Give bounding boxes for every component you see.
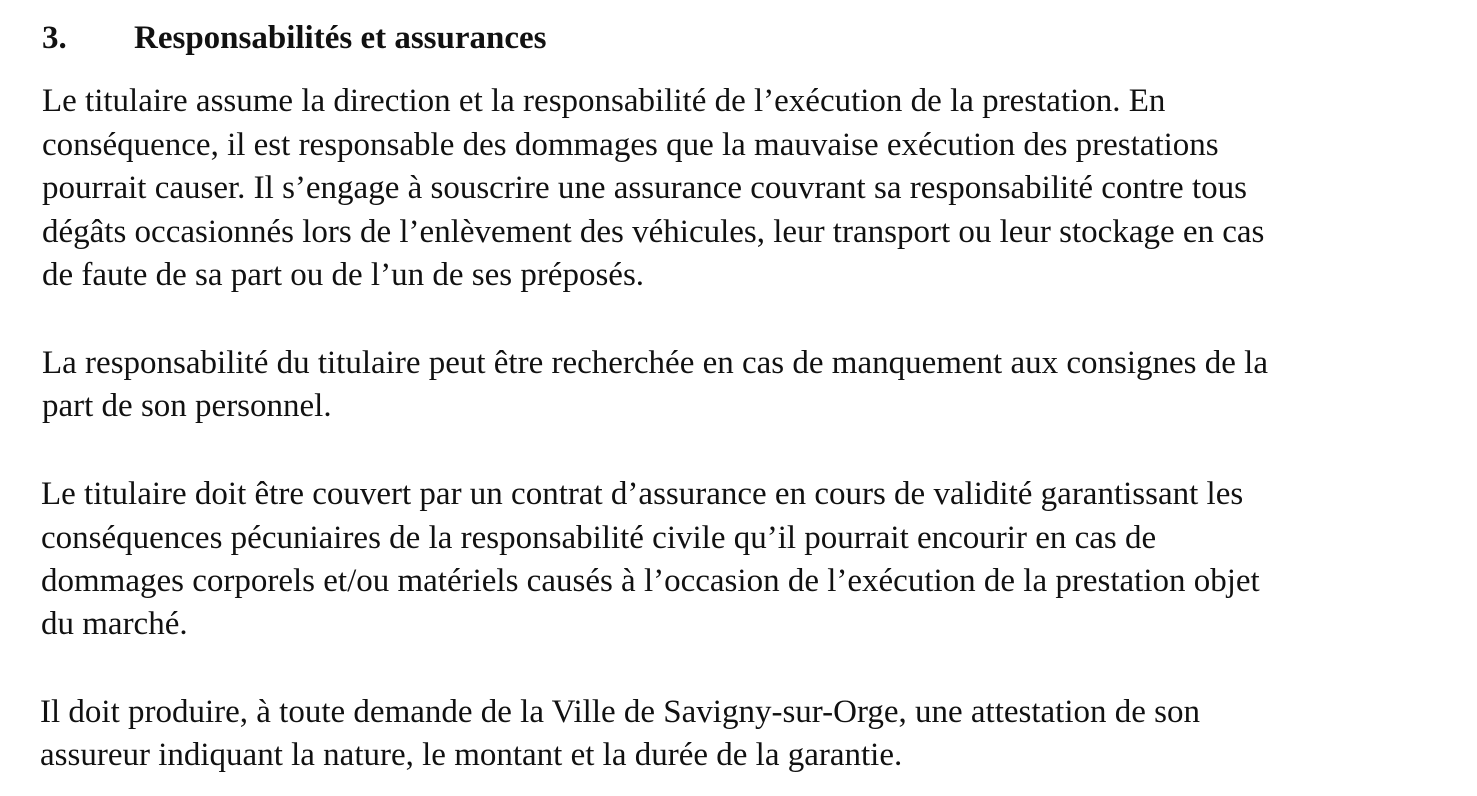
paragraph-line: dégâts occasionnés lors de l’enlèvement des véhicules, leur transport ou leur stockage en cas: [42, 214, 1265, 250]
paragraph-line: conséquence, il est responsable des dommages que la mauvaise exécution des prestations: [42, 127, 1219, 163]
paragraph-line: Le titulaire assume la direction et la responsabilité de l’exécution de la prestation. En: [42, 83, 1166, 119]
paragraph-line: dommages corporels et/ou matériels causés à l’occasion de l’exécution de la prestation objet: [41, 563, 1260, 599]
section-number: 3.: [42, 20, 67, 56]
paragraph-line: Le titulaire doit être couvert par un contrat d’assurance en cours de validité garantissant les: [41, 476, 1244, 512]
paragraph-line: pourrait causer. Il s’engage à souscrire une assurance couvrant sa responsabilité contre tous: [42, 170, 1247, 206]
paragraph-line: de faute de sa part ou de l’un de ses préposés.: [42, 257, 645, 293]
section-heading: [42, 18, 547, 58]
paragraph-line: La responsabilité du titulaire peut être recherchée en cas de manquement aux consignes de la: [42, 345, 1268, 381]
paragraph-line: Il doit produire, à toute demande de la Ville de Savigny-sur-Orge, une attestation de son: [40, 694, 1200, 730]
paragraph-line: conséquences pécuniaires de la responsabilité civile qu’il pourrait encourir en cas de: [41, 520, 1157, 556]
paragraph-line: du marché.: [41, 606, 188, 642]
paragraph-line: assureur indiquant la nature, le montant et la durée de la garantie.: [40, 737, 903, 773]
paragraph-line: part de son personnel.: [42, 388, 332, 424]
section-title: Responsabilités et assurances: [134, 20, 547, 56]
